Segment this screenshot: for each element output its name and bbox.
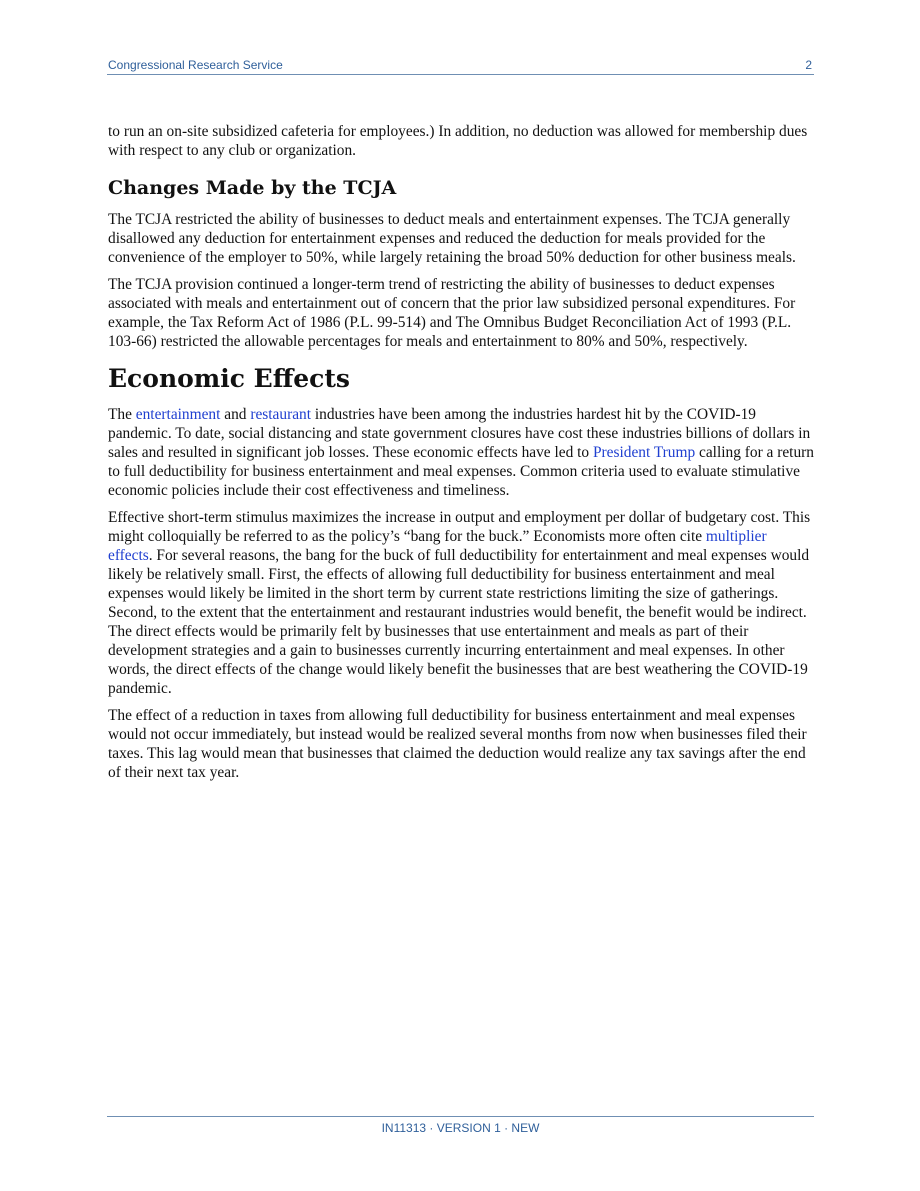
page-footer: [107, 1116, 814, 1135]
text-run: and: [220, 406, 251, 423]
text-run: calling for a return to full deductibility for business entertainment and meal expenses. Common criteria used to evaluate stimulative economic policies include their cost effectiveness and timeliness.: [108, 444, 814, 499]
effects-paragraph-1: [108, 405, 814, 500]
effects-paragraph-2: [108, 508, 814, 698]
section-heading-changes: Changes Made by the TCJA: [108, 177, 397, 199]
link-multiplier-effects[interactable]: multiplier effects: [108, 528, 767, 564]
page-header: [107, 58, 814, 75]
document-body: [108, 122, 814, 790]
footer-product-id: IN11313 · VERSION 1 · NEW: [381, 1121, 540, 1135]
text-run: The: [108, 406, 136, 423]
section-heading-economic-effects: Economic Effects: [108, 364, 351, 393]
link-entertainment[interactable]: entertainment: [135, 406, 221, 423]
header-org-name: Congressional Research Service: [108, 58, 283, 72]
text-run: industries have been among the industries hardest hit by the COVID-19 pandemic. To date, social distancing and state government closures have cost these industries billions of dollars in sales and resulted in significant job losses. These economic effects have led to: [108, 406, 811, 461]
header-page-number: 2: [805, 58, 812, 72]
changes-paragraph-2: The TCJA provision continued a longer-term trend of restricting the ability of businesses to deduct expenses associated with meals and entertainment out of concern that the prior law subsidized personal expenditures. For example, the Tax Reform Act of 1986 (P.L. 99-514) and The Omnibus Budget Reconciliation Act of 1993 (P.L. 103-66) restricted the allowable percentages for meals and entertainment to 80% and 50%, respectively.: [108, 276, 796, 350]
text-run: . For several reasons, the bang for the buck of full deductibility for entertainment and meal expenses would likely be relatively small. First, the effects of allowing full deductibility for business entertainment and meal expenses would likely be limited in the short term by current state restrictions limiting the size of gatherings. Second, to the extent that the entertainment and restaurant industries would benefit, the benefit would be indirect. The direct effects would be primarily felt by businesses that use entertainment and meals as part of their development strategies and a gain to businesses currently incurring entertainment and meal expenses. In other words, the direct effects of the change would likely benefit the businesses that are best weathering the COVID-19 pandemic.: [108, 547, 810, 697]
effects-paragraph-3: The effect of a reduction in taxes from allowing full deductibility for business entertainment and meal expenses would not occur immediately, but instead would be realized several months from now when businesses filed their taxes. This lag would mean that businesses that claimed the deduction would realize any tax savings after the end of their next tax year.: [108, 707, 807, 781]
link-president-trump[interactable]: President Trump: [592, 444, 696, 461]
intro-paragraph: to run an on-site subsidized cafeteria for employees.) In addition, no deduction was allowed for membership dues with respect to any club or organization.: [108, 123, 808, 159]
changes-paragraph-1: The TCJA restricted the ability of businesses to deduct meals and entertainment expenses. The TCJA generally disallowed any deduction for entertainment expenses and reduced the deduction for meals provided for the convenience of the employer to 50%, while largely retaining the broad 50% deduction for other business meals.: [108, 211, 796, 266]
text-run: Effective short-term stimulus maximizes the increase in output and employment per dollar of budgetary cost. This might colloquially be referred to as the policy’s “bang for the buck.” Economists more often cite: [108, 509, 811, 545]
link-restaurant[interactable]: restaurant: [250, 406, 312, 423]
